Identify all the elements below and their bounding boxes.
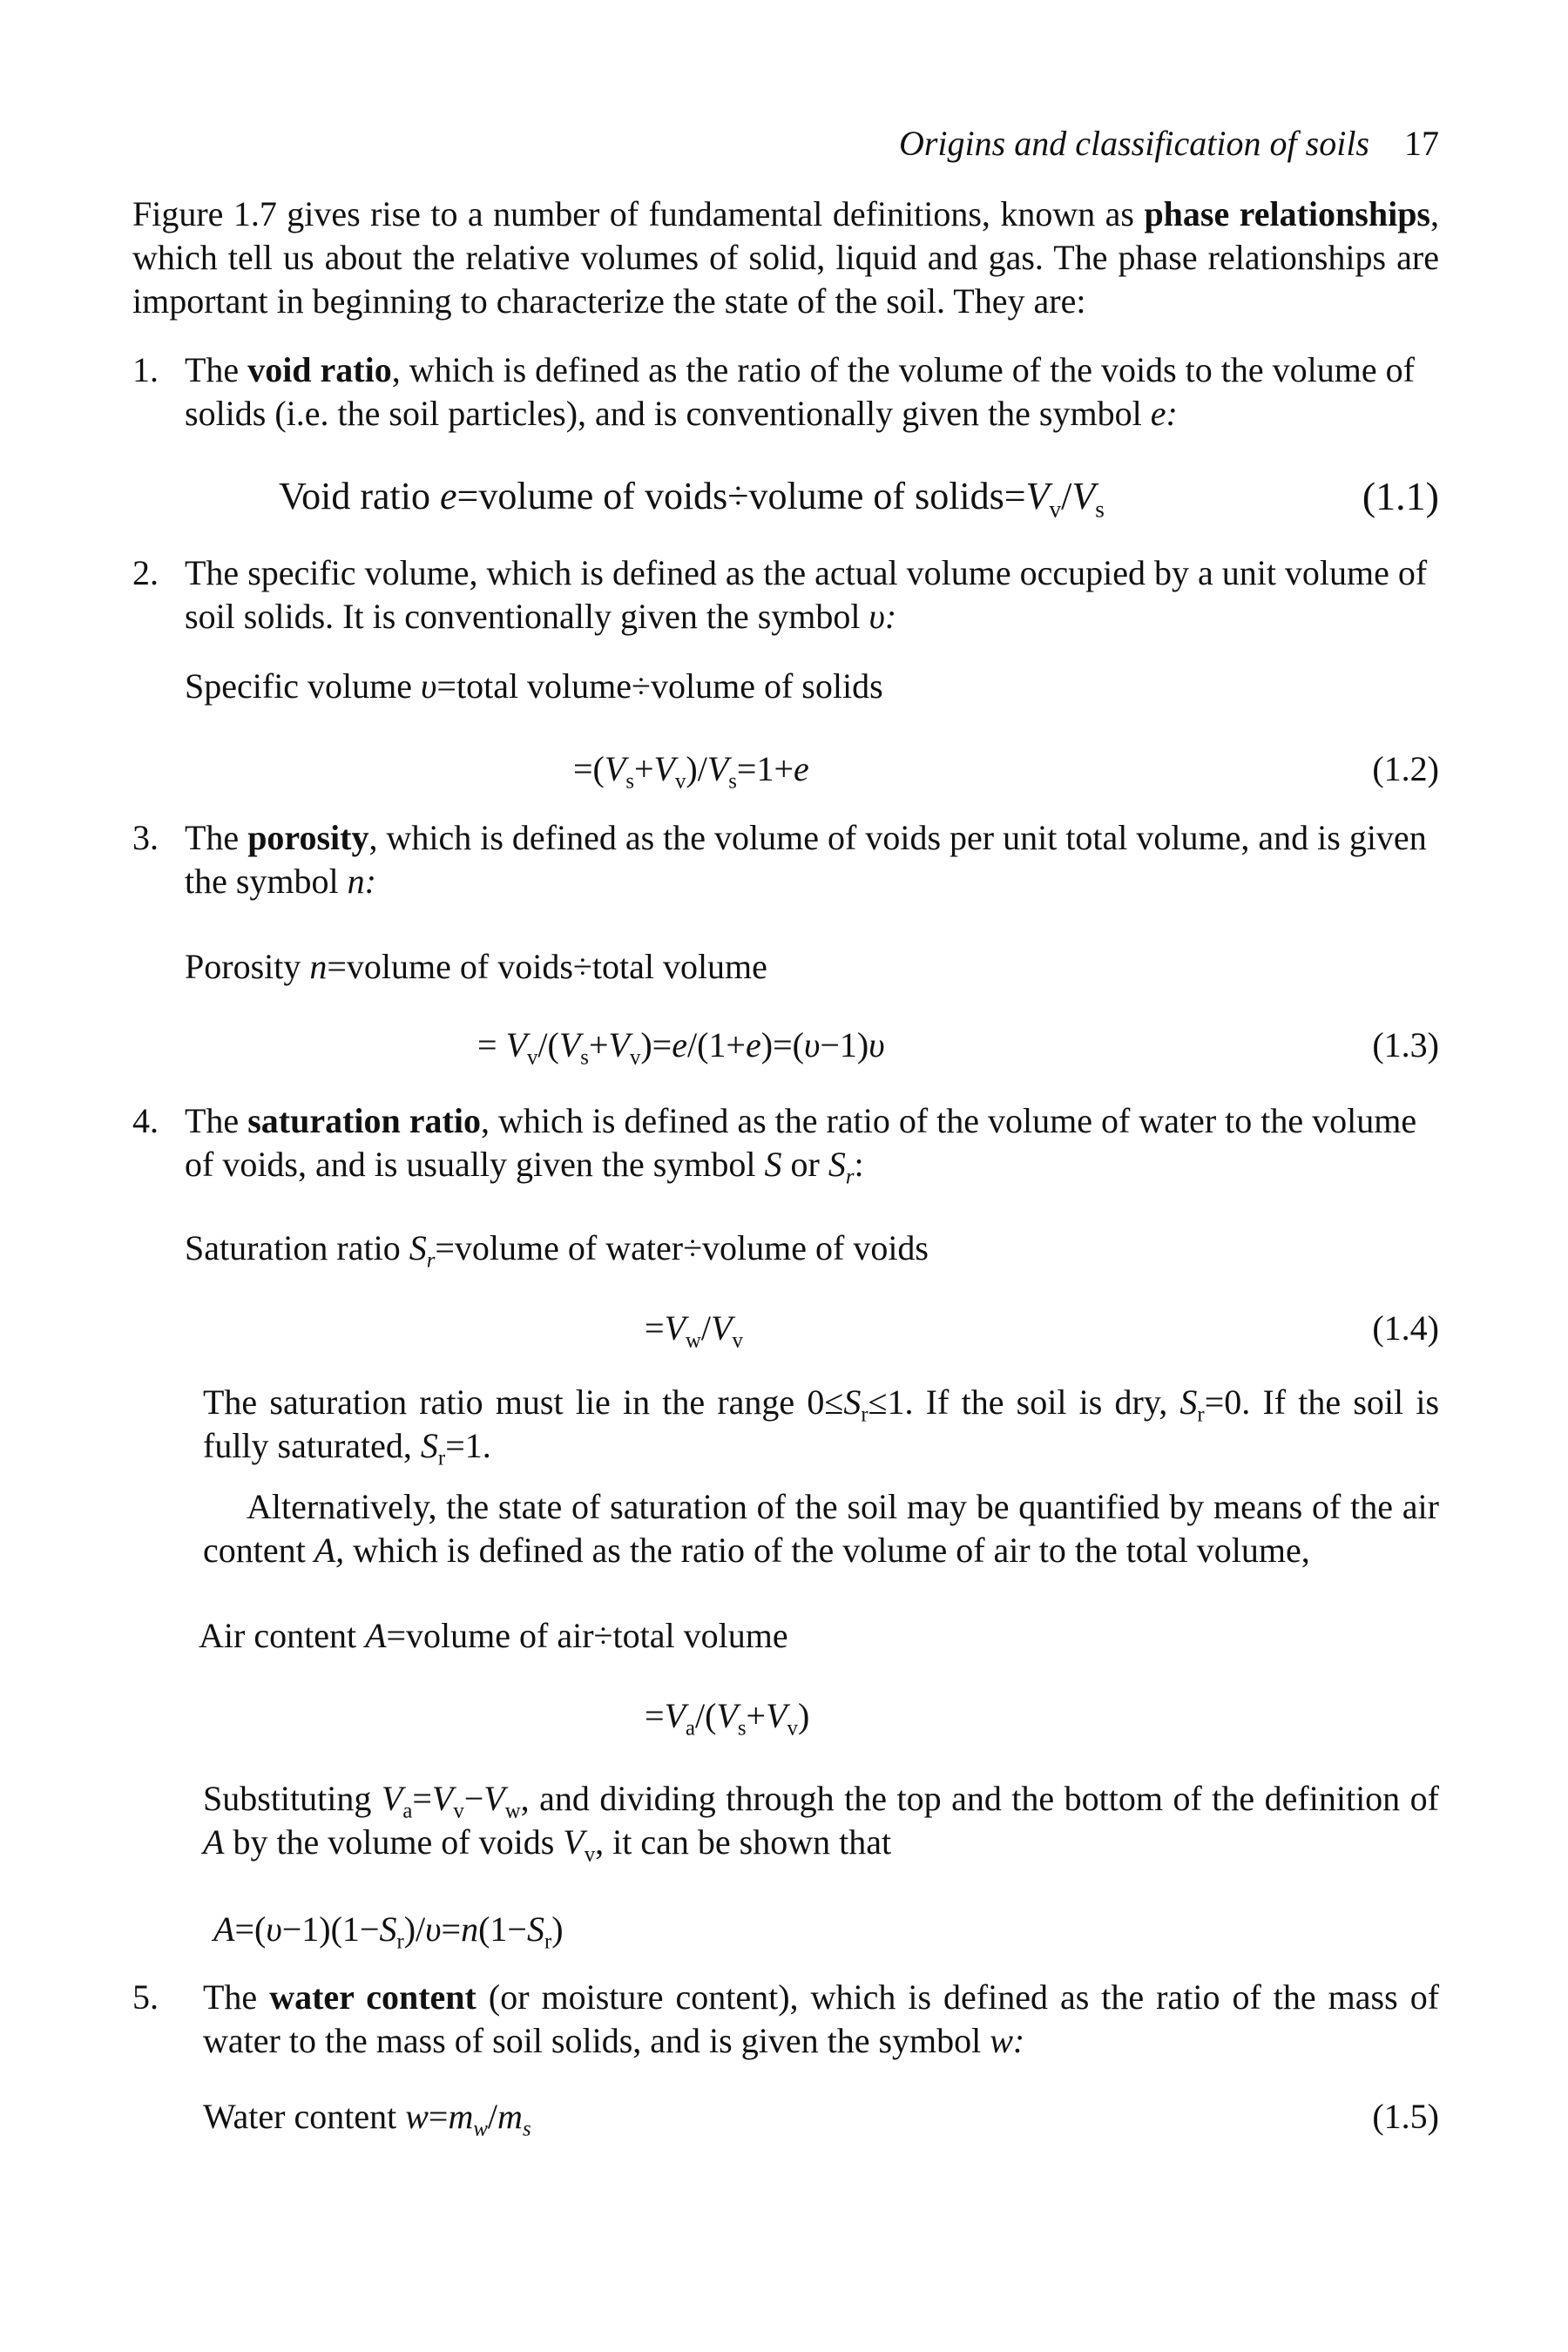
eq-part: r [544, 1930, 552, 1954]
text: V [483, 1779, 505, 1818]
eq-part: )/ [403, 1909, 426, 1949]
item-text [185, 348, 1439, 436]
eq-part: e [672, 1025, 687, 1064]
equation-number-1-3: (1.3) [1372, 1025, 1439, 1064]
eq-label: Porosity [185, 947, 310, 986]
eq-part: w [473, 2117, 488, 2141]
eq-part: (1− [478, 1909, 527, 1949]
eq-part: V [706, 749, 729, 788]
eq-part: S [526, 1909, 544, 1949]
eq-var: e [439, 475, 457, 517]
eq-label: Air content [199, 1616, 366, 1655]
eq-part: A [213, 1909, 235, 1949]
eq-part: s [737, 1716, 747, 1740]
text: which is defined as the ratio of the volume of air to the total volume, [344, 1531, 1310, 1570]
item-1-symbol: e: [1150, 394, 1178, 433]
saturation-range-paragraph [203, 1381, 1439, 1468]
eq-part: V [766, 1696, 787, 1735]
item-5-term: water content [269, 1977, 476, 2017]
item-3-text-b: , which is defined as the volume of voids per unit total volume, and is given the symbol [185, 818, 1427, 901]
item-3-text-a: The [185, 818, 248, 857]
running-header [899, 122, 1439, 166]
text: = [412, 1779, 432, 1818]
list-item-2 [132, 551, 1439, 639]
eq-var: S [409, 1228, 427, 1267]
item-4-text-a: The [185, 1101, 248, 1140]
text: S [843, 1382, 862, 1422]
item-5-symbol: w: [990, 2021, 1025, 2060]
text: S [420, 1426, 438, 1465]
text: , and dividing through the top and the bottom of the definition of [520, 1779, 1439, 1818]
equation-number-1-2: (1.2) [1372, 749, 1439, 788]
item-4-colon: : [854, 1145, 864, 1184]
item-text [185, 816, 1439, 903]
text: V [563, 1822, 585, 1862]
eq-part: −1) [820, 1025, 869, 1064]
list-item-1 [132, 348, 1439, 436]
eq-part: v [787, 1716, 798, 1740]
eq-part: = [477, 1025, 506, 1064]
eq-part: )=( [760, 1025, 804, 1064]
eq-s: V [1071, 475, 1096, 517]
eq-part: V [608, 1025, 630, 1064]
eq-part: )/ [686, 749, 707, 788]
text: r [1197, 1402, 1205, 1427]
item-3-symbol: n: [347, 862, 376, 901]
eq-part: / [700, 1308, 712, 1348]
air-content-equation-line-2 [645, 1694, 809, 1738]
eq-body: =volume of water÷volume of voids [435, 1228, 929, 1267]
eq-v-sub: v [1049, 496, 1062, 523]
page-number: 17 [1404, 124, 1439, 163]
eq-part: = [441, 1909, 462, 1949]
eq-part: V [664, 1696, 686, 1735]
eq-part: + [746, 1696, 767, 1735]
eq-part: ) [551, 1909, 564, 1949]
text: A [203, 1822, 225, 1862]
eq-v: V [1025, 475, 1050, 517]
eq-part: V [558, 1025, 581, 1064]
eq-body: =volume of air÷total volume [386, 1616, 788, 1655]
equation-number-1-4: (1.4) [1372, 1308, 1439, 1348]
eq-part: ) [797, 1696, 810, 1735]
eq-part: w [405, 2097, 429, 2136]
item-marker: 5. [132, 1977, 159, 2017]
eq-part: e [746, 1025, 761, 1064]
eq-label: Void ratio [279, 475, 440, 517]
eq-part: = [645, 1308, 665, 1348]
eq-label: Specific volume [185, 666, 422, 706]
equation-number-1-1: (1.1) [1362, 474, 1439, 518]
eq-part: =( [234, 1909, 267, 1949]
eq-part: m [497, 2097, 523, 2136]
eq-part: = [645, 1696, 665, 1735]
list-item-3 [132, 816, 1439, 903]
text: The saturation ratio must lie in the range 0≤ [203, 1382, 844, 1422]
text: A, [314, 1531, 345, 1570]
item-text [185, 551, 1439, 639]
eq-part: V [711, 1308, 733, 1348]
text: V [381, 1779, 403, 1818]
eq-part: s [728, 769, 737, 794]
text: , it can be shown that [595, 1822, 892, 1862]
eq-part: n [461, 1909, 479, 1949]
eq-part: s [625, 769, 634, 794]
eq-part: =1+ [736, 749, 794, 788]
item-4-symbol-2-sub: r [845, 1165, 855, 1189]
item-4-symbol-1: S [764, 1145, 782, 1184]
eq-part: /( [695, 1696, 717, 1735]
eq-label: Water content [203, 2097, 406, 2136]
equation-1-4-line-2 [645, 1307, 743, 1353]
item-marker: 1. [132, 350, 159, 389]
item-1-text-a: The [185, 350, 248, 389]
eq-slash: / [1061, 475, 1072, 517]
eq-body: =volume of voids÷total volume [327, 947, 767, 986]
eq-part: υ [803, 1025, 821, 1064]
air-content-paragraph [203, 1485, 1439, 1572]
eq-part: =( [573, 749, 605, 788]
text: =1. [445, 1426, 491, 1465]
eq-part: a [686, 1716, 696, 1740]
item-1-term: void ratio [247, 350, 392, 389]
text: Substituting [203, 1779, 382, 1818]
eq-part: )= [640, 1025, 672, 1064]
eq-part: = [428, 2097, 449, 2136]
eq-part: v [674, 769, 686, 794]
text: r [437, 1446, 446, 1470]
eq-body: =total volume÷volume of solids [436, 666, 883, 706]
eq-part: v [629, 1045, 641, 1070]
eq-part: + [588, 1025, 609, 1064]
intro-text-1: Figure 1.7 gives rise to a number of fundamental definitions, known as [132, 194, 1145, 233]
item-marker: 3. [132, 818, 159, 857]
eq-part: / [487, 2097, 498, 2136]
item-marker: 4. [132, 1101, 159, 1140]
equation-1-3-line-2 [477, 1024, 885, 1070]
eq-body: =volume of voids÷volume of solids= [456, 475, 1026, 517]
equation-1-2-line-2 [573, 747, 809, 794]
equation-number-1-5: (1.5) [1372, 2097, 1439, 2136]
eq-part: V [716, 1696, 738, 1735]
item-4-symbol-2: S [828, 1145, 846, 1184]
text: v [453, 1799, 464, 1823]
equation-1-3-line-1 [185, 945, 767, 989]
air-content-result-equation [213, 1908, 564, 1954]
eq-part: m [448, 2097, 474, 2136]
eq-part: s [580, 1045, 589, 1070]
eq-part: −1)(1− [281, 1909, 380, 1949]
eq-part: + [633, 749, 654, 788]
text: v [584, 1842, 596, 1867]
intro-paragraph [132, 193, 1439, 323]
item-3-term: porosity [247, 818, 369, 857]
item-marker: 2. [132, 553, 159, 592]
substitution-paragraph [203, 1777, 1439, 1867]
eq-part: υ [868, 1025, 885, 1064]
eq-part: V [664, 1308, 686, 1348]
text: a [402, 1799, 413, 1823]
text: by the volume of voids [224, 1822, 564, 1862]
item-4-text-b: , which is defined as the ratio of the volume of water to the volume of voids, and is usually given the symbol [185, 1101, 1417, 1184]
text: w [504, 1799, 521, 1823]
text: =0. If the soil is fully saturated, [203, 1382, 1440, 1465]
equation-1-2-line-1 [185, 665, 883, 708]
eq-part: υ [266, 1909, 282, 1949]
item-2-text: The specific volume, which is defined as the actual volume occupied by a unit volume of soil solids. It is conventionally given the symbol [185, 553, 1428, 636]
list-item-4 [132, 1099, 1439, 1189]
equation-1-1 [279, 475, 1105, 523]
text: r [861, 1402, 868, 1427]
intro-term: phase relationships [1144, 194, 1431, 233]
eq-var: υ [421, 666, 437, 706]
item-text [203, 1976, 1439, 2063]
eq-part: r [396, 1930, 404, 1954]
text: V [431, 1779, 454, 1818]
item-4-term: saturation ratio [247, 1101, 481, 1140]
item-1-text-b: , which is defined as the ratio of the volume of the voids to the volume of solids (i.e. the soil particles), and is conventionally given the symbol [185, 350, 1415, 433]
item-2-symbol: υ: [868, 597, 897, 636]
eq-var-sub: r [426, 1248, 436, 1273]
eq-part: /( [537, 1025, 559, 1064]
eq-label: Saturation ratio [185, 1228, 409, 1267]
eq-part: V [604, 749, 626, 788]
intro-text-2: , which tell us about the relative volumes of solid, liquid and gas. The phase relationships are important in beginning to characterize the state of the soil. They are: [132, 194, 1440, 321]
text: ≤1. If the soil is dry, [868, 1382, 1180, 1422]
eq-s-sub: s [1095, 496, 1105, 523]
equation-1-5 [203, 2095, 531, 2139]
eq-part: e [794, 749, 809, 788]
text: Alternatively, the state of saturation of the soil may be quantified by means of the air content [203, 1487, 1439, 1570]
eq-part: v [732, 1328, 743, 1353]
equation-1-4-line-1 [185, 1227, 929, 1273]
text: S [1179, 1382, 1198, 1422]
eq-part: S [379, 1909, 397, 1949]
eq-part: V [653, 749, 675, 788]
list-item-5 [132, 1976, 1439, 2063]
eq-part: s [522, 2117, 531, 2141]
header-title: Origins and classification of soils [898, 124, 1369, 163]
eq-var: A [365, 1616, 387, 1655]
item-4-or: or [781, 1145, 828, 1184]
eq-part: v [527, 1045, 538, 1070]
item-text [185, 1099, 1439, 1189]
item-5-text-b: (or moisture content), which is defined as the ratio of the mass of water to the mass of soil solids, and is given the symbol [203, 1977, 1440, 2060]
eq-part: υ [425, 1909, 442, 1949]
eq-part: V [505, 1025, 527, 1064]
eq-part: /(1+ [687, 1025, 746, 1064]
eq-var: n [309, 947, 328, 986]
text: − [463, 1779, 484, 1818]
item-5-text-a: The [203, 1977, 270, 2017]
eq-part: w [686, 1328, 701, 1353]
air-content-equation-line-1 [199, 1614, 788, 1658]
